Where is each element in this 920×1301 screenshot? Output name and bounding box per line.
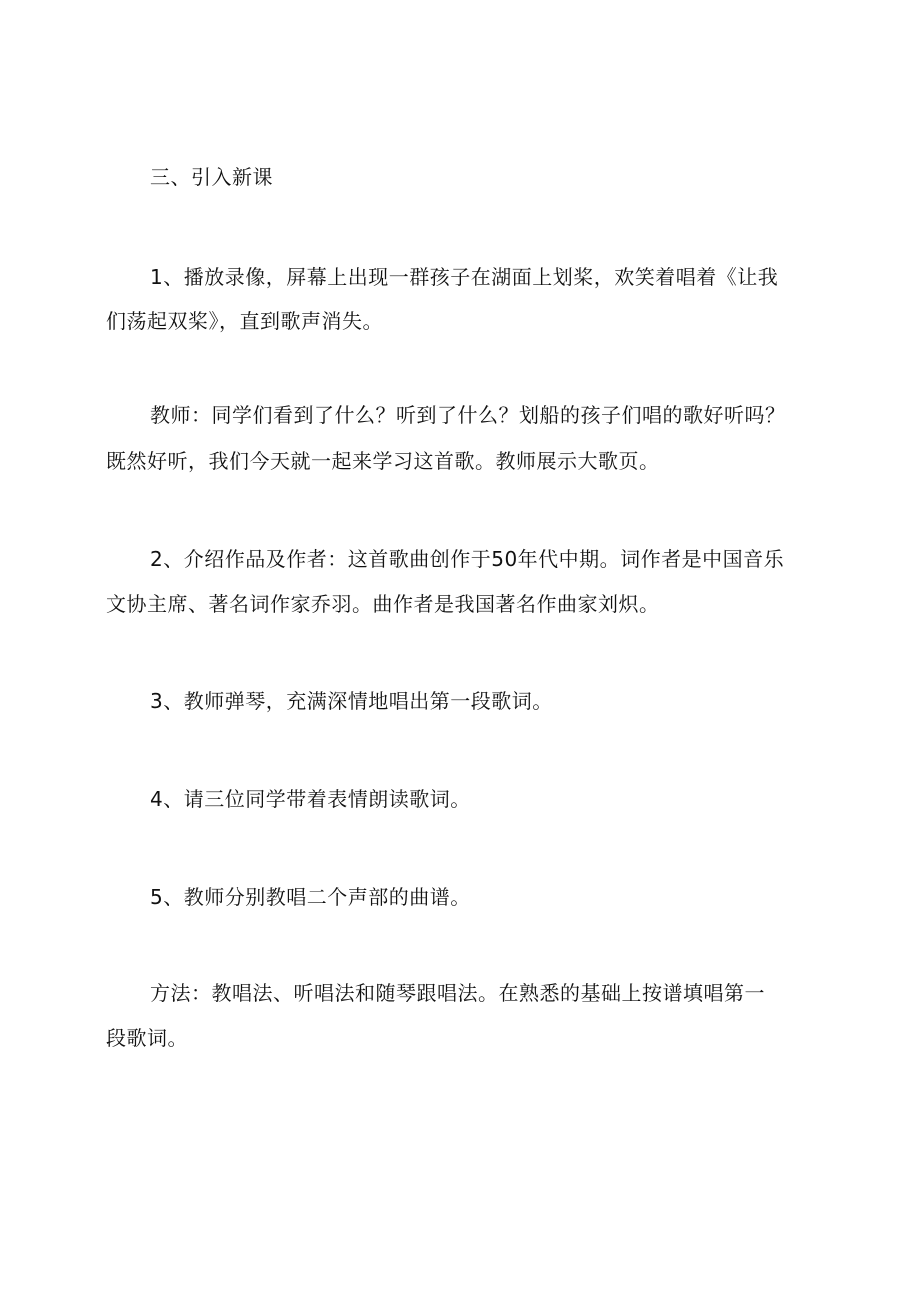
paragraph-line: 既然好听，我们今天就一起来学习这首歌。教师展示大歌页。 xyxy=(106,449,660,473)
paragraph-line: 5、教师分别教唱二个声部的曲谱。 xyxy=(150,885,471,909)
paragraph-line: 们荡起双桨》，直到歌声消失。 xyxy=(106,309,383,333)
section-heading: 三、引入新课 xyxy=(150,165,273,189)
paragraph-line: 文协主席、著名词作家乔羽。曲作者是我国著名作曲家刘炽。 xyxy=(106,592,660,616)
paragraph-line: 方法：教唱法、听唱法和随琴跟唱法。在熟悉的基础上按谱填唱第一 xyxy=(150,981,765,1005)
paragraph-line: 3、教师弹琴，充满深情地唱出第一段歌词。 xyxy=(150,689,553,713)
paragraph-line: 4、请三位同学带着表情朗读歌词。 xyxy=(150,787,471,811)
paragraph-line: 1、播放录像，屏幕上出现一群孩子在湖面上划桨，欢笑着唱着《让我 xyxy=(150,265,779,289)
paragraph-line: 段歌词。 xyxy=(106,1026,188,1050)
paragraph-line: 2、介绍作品及作者：这首歌曲创作于50年代中期。词作者是中国音乐 xyxy=(150,547,785,571)
paragraph-line: 教师：同学们看到了什么？听到了什么？划船的孩子们唱的歌好听吗？ xyxy=(150,403,786,427)
